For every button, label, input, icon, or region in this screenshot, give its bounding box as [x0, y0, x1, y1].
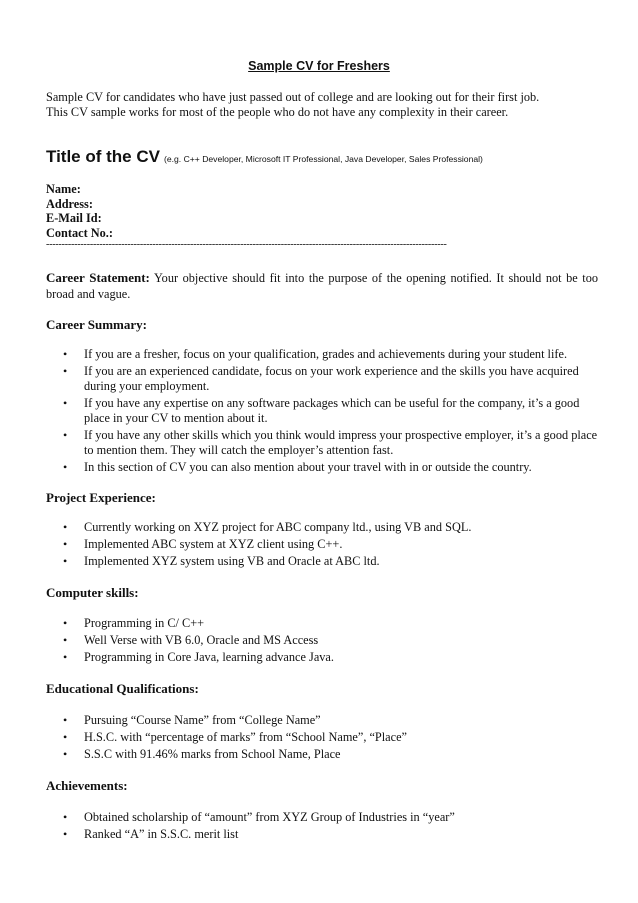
intro-line: Sample CV for candidates who have just passed out of college and are looking out for their first job. — [46, 90, 540, 104]
education-heading: Educational Qualifications: — [46, 681, 199, 696]
list-item: • Currently working on XYZ project for ABC company ltd., using VB and SQL. — [63, 520, 472, 534]
list-item: • If you have any expertise on any software packages which can be useful for the company, it’s a good place in your CV to mention about it. — [63, 396, 580, 425]
career-statement — [46, 270, 598, 302]
bullet-icon: • — [63, 428, 68, 442]
list-item: • Well Verse with VB 6.0, Oracle and MS Access — [63, 633, 319, 647]
list-item: • If you are a fresher, focus on your qualification, grades and achievements during your student life. — [63, 347, 568, 361]
computer-skills-heading: Computer skills: — [46, 585, 139, 600]
bullet-icon: • — [63, 827, 68, 841]
bullet-icon: • — [63, 616, 68, 630]
bullet-icon: • — [63, 460, 68, 474]
education-list — [0, 713, 604, 764]
project-experience-list — [0, 520, 604, 571]
achievements-list — [0, 810, 604, 844]
bullet-icon: • — [63, 650, 68, 664]
career-summary-heading: Career Summary: — [46, 317, 147, 332]
address-label: Address: — [46, 196, 93, 211]
list-item: • Ranked “A” in S.S.C. merit list — [63, 827, 239, 841]
list-item: • If you have any other skills which you think would impress your prospective employer, it’s a good place to mention them. They will catch the employer’s attention fast. — [63, 428, 598, 457]
project-experience-heading: Project Experience: — [46, 490, 156, 505]
email-label: E-Mail Id: — [46, 211, 102, 225]
list-item: • Pursuing “Course Name” from “College Name” — [63, 713, 321, 727]
bullet-icon: • — [63, 554, 68, 568]
career-statement-heading: Career Statement: — [46, 270, 150, 285]
list-item: • If you are an experienced candidate, focus on your work experience and the skills you have acquired during your employment. — [63, 364, 579, 393]
bullet-icon: • — [63, 810, 68, 824]
document-title: Sample CV for Freshers — [248, 59, 390, 73]
bullet-icon: • — [63, 396, 68, 410]
bullet-icon: • — [63, 347, 68, 361]
list-item: • In this section of CV you can also mention about your travel with in or outside the country. — [63, 460, 532, 474]
bullet-icon: • — [63, 730, 68, 744]
intro-paragraph — [46, 90, 606, 120]
list-item: • Programming in Core Java, learning advance Java. — [63, 650, 334, 664]
list-item: • Obtained scholarship of “amount” from XYZ Group of Industries in “year” — [63, 810, 455, 824]
bullet-icon: • — [63, 713, 68, 727]
cv-title-examples: (e.g. C++ Developer, Microsoft IT Professional, Java Developer, Sales Professional) — [163, 154, 483, 164]
career-summary-list — [0, 347, 604, 477]
list-item: • Implemented XYZ system using VB and Oracle at ABC ltd. — [63, 554, 380, 568]
name-label: Name: — [46, 182, 81, 196]
contact-number-label: Contact No.: — [46, 225, 113, 240]
achievements-heading: Achievements: — [46, 778, 128, 793]
career-statement-text: Your objective should fit into the purpose of the opening notified. It should not be too broad and vague. — [46, 271, 598, 301]
separator-line: -------------------------------------------------------------------------------------------------------------------------------- — [46, 239, 447, 250]
bullet-icon: • — [63, 364, 68, 378]
list-item: • Implemented ABC system at XYZ client using C++. — [63, 537, 343, 551]
intro-line: This CV sample works for most of the people who do not have any complexity in their career. — [46, 105, 509, 119]
cv-title-heading — [46, 147, 483, 167]
computer-skills-list — [0, 616, 604, 667]
bullet-icon: • — [63, 520, 68, 534]
cv-title: Title of the CV — [46, 147, 160, 166]
list-item: • S.S.C with 91.46% marks from School Name, Place — [63, 747, 341, 761]
contact-block — [46, 182, 113, 240]
list-item: • Programming in C/ C++ — [63, 616, 205, 630]
list-item: • H.S.C. with “percentage of marks” from “School Name”, “Place” — [63, 730, 408, 744]
bullet-icon: • — [63, 747, 68, 761]
bullet-icon: • — [63, 633, 68, 647]
bullet-icon: • — [63, 537, 68, 551]
